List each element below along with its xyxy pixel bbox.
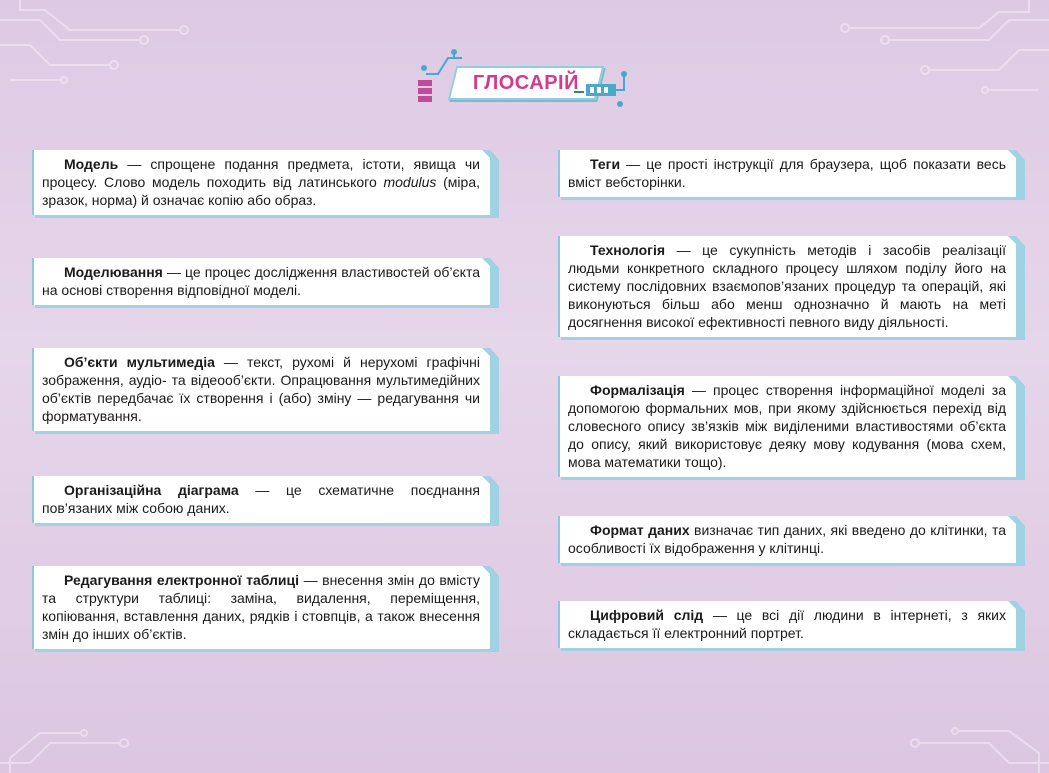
circuit-decoration-top-left <box>0 0 200 90</box>
entry-definition: — процес створення інформаційної моделі за допомогою формальних мов, при якому здійснюється перехід від словесного опису зв’язків між виділеними властивостями об’єкта до опису, який використовує деяку мову кодування (мова схем, мова математики тощо). <box>568 382 1006 470</box>
entry-term: Об’єкти мультимедіа <box>64 354 215 370</box>
entry-definition: — це всі дії людини в інтернеті, з яких складається її електронний портрет. <box>568 607 1006 641</box>
entry-term: Модель <box>64 156 119 172</box>
glossary-entry-formalization <box>558 376 1016 477</box>
entry-term: Редагування електронної таблиці <box>64 572 300 588</box>
entry-definition: — це сукупність методів і засобів реалізації людьми конкретного складного процесу шляхом поділу його на систему послідовних взаємопов’язаних процедур та операцій, які виконуються більш або менш однозначно й мають на меті досягнення високої ефективності певного виду діяльності. <box>568 242 1006 330</box>
glossary-entry-tags <box>558 150 1016 197</box>
entry-definition: — це прості інструкції для браузера, щоб показати весь вміст вебсторінки. <box>568 156 1006 190</box>
entry-italic-word: modulus <box>383 174 437 190</box>
circuit-decoration-bottom-left <box>0 703 140 773</box>
glossary-entry-data-format <box>558 516 1016 563</box>
circuit-icon-right <box>574 46 634 110</box>
entry-term: Технологія <box>590 242 666 258</box>
glossary-entry-spreadsheet-editing <box>32 566 490 649</box>
entry-definition-end: (міра, зразок, норма) й означає копію або образ. <box>42 174 480 208</box>
glossary-entry-org-chart <box>32 476 490 523</box>
glossary-entry-modeling <box>32 258 490 305</box>
entry-term: Формалізація <box>590 382 685 398</box>
page-title: ГЛОСАРІЙ <box>472 71 580 94</box>
glossary-header <box>414 46 634 110</box>
circuit-decoration-top-right <box>789 0 1049 100</box>
entry-term: Моделювання <box>64 264 163 280</box>
glossary-entry-model <box>32 150 490 215</box>
entry-definition: — це процес дослідження властивостей об’єкта на основі створення відповідної моделі. <box>42 264 480 298</box>
entry-definition: визначає тип даних, які введено до клітинки, та особливості їх відображення у клітинці. <box>568 522 1006 556</box>
glossary-entry-multimedia-objects <box>32 348 490 431</box>
entry-definition: — текст, рухомі й нерухомі графічні зображення, аудіо- та відеооб’єкти. Опрацювання мультимедійних об’єктів передбачає їх створення і (або) зміну — редагування чи форматування. <box>42 354 480 424</box>
entry-term: Організаційна діаграма <box>64 482 239 498</box>
circuit-decoration-bottom-right <box>889 703 1049 773</box>
entry-definition: — спрощене подання предмета, істоти, явища чи процесу. Слово модель походить від латинського <box>42 156 480 190</box>
entry-definition: — внесення змін до вмісту та структури таблиці: заміна, видалення, переміщення, копіювання, вставлення даних, рядків і стовпців, а також внесення змін до інших об’єктів. <box>42 572 480 642</box>
entry-term: Цифровий слід <box>590 607 704 623</box>
entry-term: Формат даних <box>590 522 690 538</box>
glossary-entry-technology <box>558 236 1016 337</box>
entry-definition: — це схематичне поєднання пов’язаних між собою даних. <box>42 482 480 516</box>
entry-term: Теги <box>590 156 621 172</box>
glossary-entry-digital-footprint <box>558 601 1016 648</box>
